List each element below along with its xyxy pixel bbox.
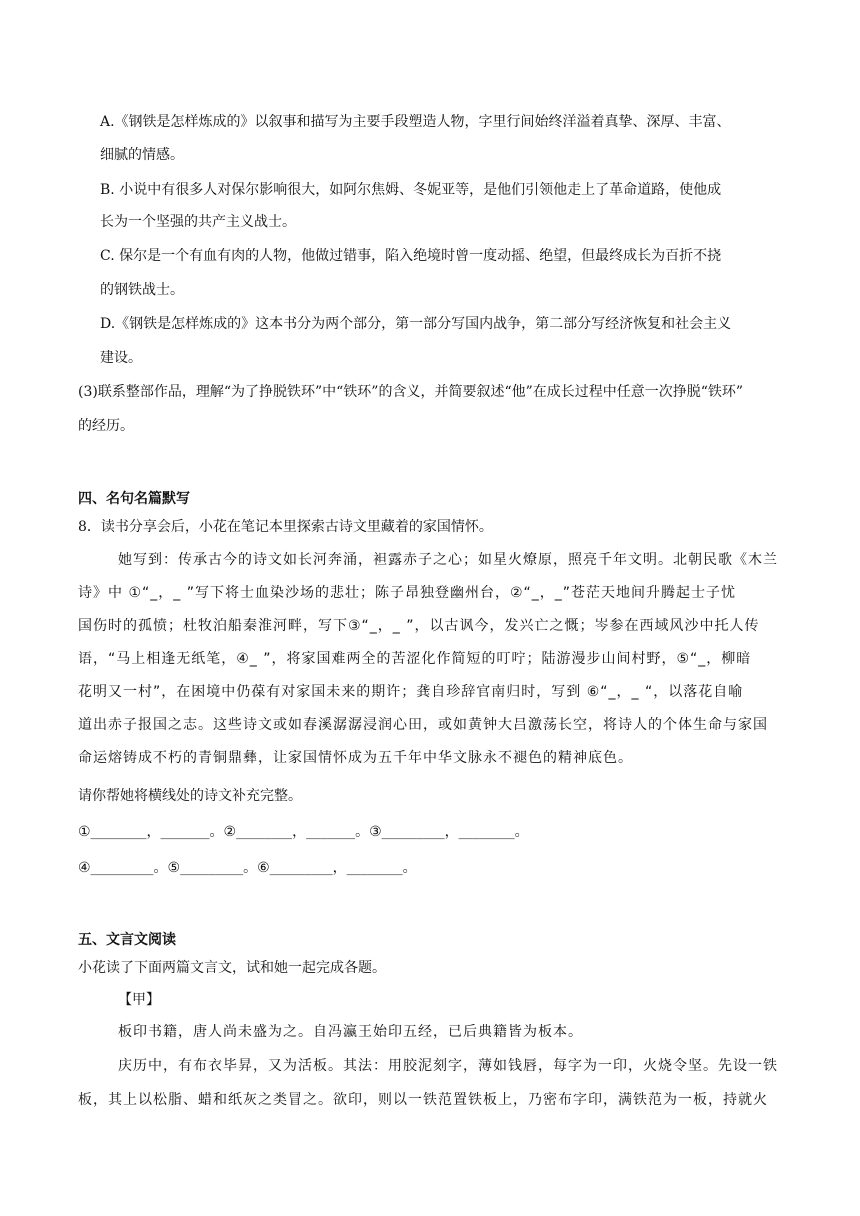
answer-blanks-line-2: ④_________。⑤_________。⑥_________，________。 <box>78 860 417 876</box>
option-b-line-1: B. 小说中有很多人对保尔影响很大，如阿尔焦姆、冬妮亚等，是他们引领他走上了革命道路，使他成 <box>100 182 722 198</box>
passage-line-7: 命运熔铸成不朽的青铜鼎彝，让家国情怀成为五千年中华文脉永不褪色的精神底色。 <box>78 750 633 766</box>
passage-line-4: 语，“马上相逢无纸笔，④_ ”，将家国难两全的苦涩化作简短的叮咛；陆游漫步山间村野，⑤“_，柳暗 <box>78 651 752 667</box>
option-d-line-2: 建设。 <box>100 350 142 366</box>
passage-line-5: 花明又一村”，在困境中仍葆有对家国未来的期许；龚自珍辞官南归时，写到 ⑥“_，_ “，以落花自喻 <box>78 684 744 700</box>
passage-line-2: 诗》中 ①“_，_ ”写下将士血染沙场的悲壮；陈子昂独登幽州台，②“_，_”苍茫天地间升腾起士子忧 <box>78 585 737 601</box>
option-a-line-2: 细腻的情感。 <box>100 147 184 163</box>
classical-para-1: 板印书籍，唐人尚未盛为之。自冯瀛王始印五经，已后典籍皆为板本。 <box>118 1024 583 1040</box>
section-5-heading: 五、文言文阅读 <box>78 932 176 948</box>
instruction-text: 请你帮她将横线处的诗文补充完整。 <box>78 788 302 804</box>
question-3-line-1: (3)联系整部作品，理解“为了挣脱铁环”中“铁环”的含义，并简要叙述“他”在成长过程中任意一次挣脱“铁环” <box>78 384 744 400</box>
section-5-intro: 小花读了下面两篇文言文，试和她一起完成各题。 <box>78 960 386 976</box>
question-3-line-2: 的经历。 <box>78 418 134 434</box>
section-4-heading: 四、名句名篇默写 <box>78 491 190 507</box>
passage-line-1: 她写到：传承古今的诗文如长河奔涌，袒露赤子之心；如星火燎原，照亮千年文明。北朝民歌《木兰 <box>118 552 778 568</box>
passage-jia-label: 【甲】 <box>118 992 160 1008</box>
option-b-line-2: 长为一个坚强的共产主义战士。 <box>100 214 296 230</box>
option-c-line-1: C. 保尔是一个有血有肉的人物，他做过错事，陷入绝境时曾一度动摇、绝望，但最终成长为百折不挠 <box>100 248 722 264</box>
classical-para-2-line-2: 板，其上以松脂、蜡和纸灰之类冒之。欲印，则以一铁范置铁板上，乃密布字印，满铁范为一板，持就火 <box>78 1092 768 1108</box>
option-a-line-1: A.《钢铁是怎样炼成的》以叙事和描写为主要手段塑造人物，字里行间始终洋溢着真挚、深厚、丰富、 <box>100 114 731 130</box>
passage-line-6: 道出赤子报国之志。这些诗文或如春溪潺潺浸润心田，或如黄钟大吕激荡长空，将诗人的个体生命与家国 <box>78 717 768 733</box>
classical-para-2-line-1: 庆历中，有布衣毕昇，又为活板。其法：用胶泥刻字，薄如钱唇，每字为一印，火烧令坚。先设一铁 <box>118 1058 778 1074</box>
question-8-stem: 8．读书分享会后，小花在笔记本里探索古诗文里藏着的家国情怀。 <box>78 519 493 535</box>
answer-blanks-line-1: ①________，_______。②________，_______。③_________，________。 <box>78 824 529 840</box>
option-d-line-1: D.《钢铁是怎样炼成的》这本书分为两个部分，第一部分写国内战争，第二部分写经济恢复和社会主义 <box>100 316 732 332</box>
passage-line-3: 国伤时的孤愤；杜牧泊船秦淮河畔，写下③“_，_ ”，以古讽今，发兴亡之慨；岑参在西域风沙中托人传 <box>78 618 760 634</box>
option-c-line-2: 的钢铁战士。 <box>100 282 184 298</box>
